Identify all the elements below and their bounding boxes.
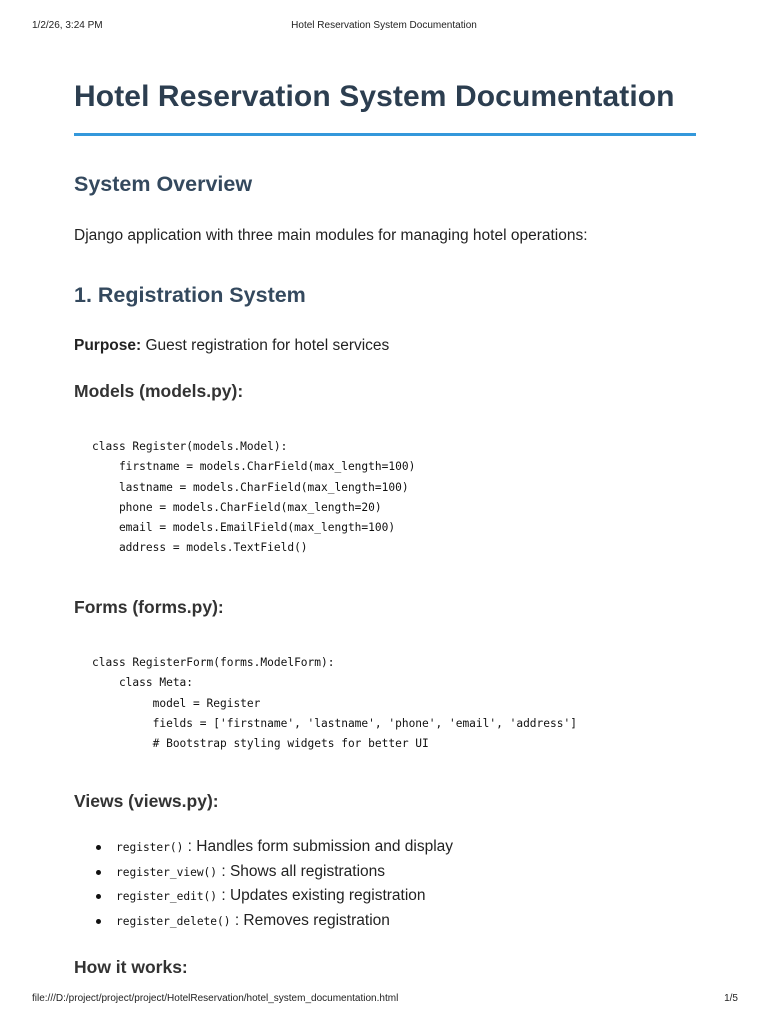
- page-title: Hotel Reservation System Documentation: [74, 80, 675, 113]
- print-doc-title: Hotel Reservation System Documentation: [291, 20, 477, 31]
- title-underline: [74, 133, 696, 136]
- views-heading: Views (views.py):: [74, 791, 219, 811]
- print-header: [0, 20, 768, 32]
- registration-heading: 1. Registration System: [74, 283, 306, 307]
- bullet-icon: [96, 845, 101, 850]
- view-function-name: register_delete(): [116, 915, 231, 929]
- view-description: : Updates existing registration: [217, 887, 426, 905]
- view-description: : Removes registration: [230, 912, 390, 930]
- overview-heading: System Overview: [74, 172, 253, 196]
- list-item: [74, 862, 674, 887]
- view-description: : Shows all registrations: [217, 862, 386, 880]
- overview-text: Django application with three main modules for managing hotel operations:: [74, 227, 588, 244]
- models-code-block: class Register(models.Model): firstname = models.CharField(max_length=100) lastname = models.CharField(max_length=100) phone = models.CharField(max_length=20) email = models.EmailField(max_length=100) address = models.TextField(): [92, 440, 416, 555]
- print-page-number: 1/5: [724, 993, 738, 1004]
- view-description: : Handles form submission and display: [183, 838, 454, 855]
- purpose-label: Purpose:: [74, 337, 142, 354]
- bullet-icon: [96, 870, 101, 875]
- bullet-icon: [96, 894, 101, 899]
- forms-heading: Forms (forms.py):: [74, 597, 224, 617]
- list-item: [74, 837, 674, 862]
- view-function-name: register_view(): [116, 865, 218, 879]
- list-item: [74, 911, 674, 936]
- list-item: [74, 886, 674, 911]
- models-heading: Models (models.py):: [74, 381, 244, 401]
- purpose-text: Guest registration for hotel services: [141, 337, 390, 354]
- print-file-path: file:///D:/project/project/project/HotelReservation/hotel_system_documentation.html: [32, 993, 399, 1004]
- view-function-name: register_edit(): [116, 890, 218, 904]
- view-function-name: register(): [116, 841, 184, 854]
- bullet-icon: [96, 919, 101, 924]
- how-it-works-heading: How it works:: [74, 957, 188, 977]
- print-datetime: 1/2/26, 3:24 PM: [32, 20, 103, 31]
- purpose-line: [74, 337, 389, 355]
- forms-code-block: class RegisterForm(forms.ModelForm): class Meta: model = Register fields = ['firstname', 'lastname', 'phone', 'email', 'address'] # Bootstrap styling widgets for better UI: [92, 656, 577, 751]
- print-footer: [0, 993, 768, 1005]
- views-list: [74, 837, 674, 936]
